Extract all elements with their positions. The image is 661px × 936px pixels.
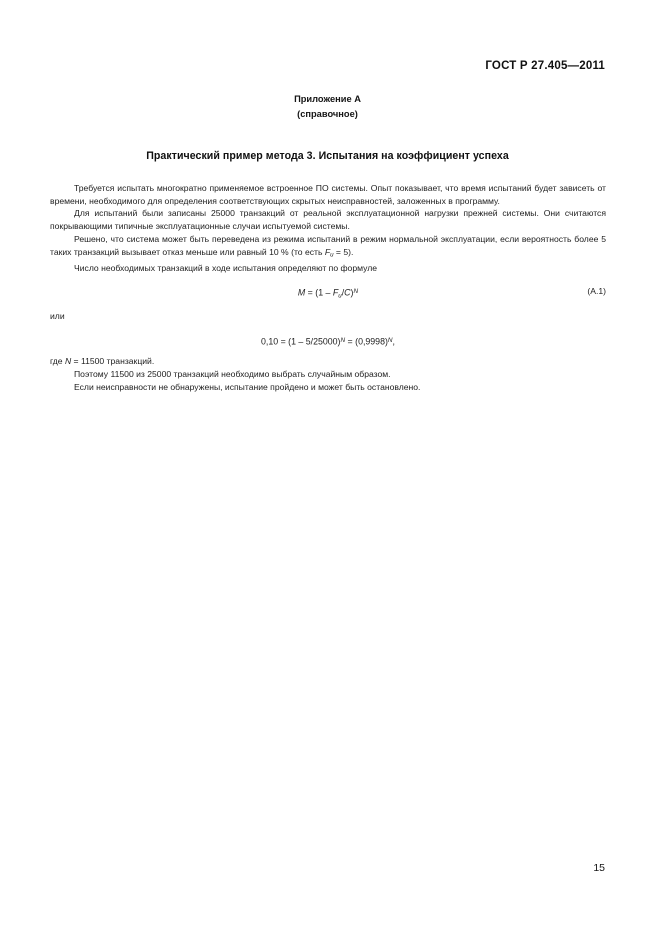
- formula-a1-denominator: C: [344, 287, 351, 298]
- formula-a1b-expr-2: = (0,9998): [345, 337, 388, 348]
- variable-fu-subscript: u: [330, 251, 334, 259]
- appendix-label: Приложение А: [294, 94, 361, 104]
- formula-a1b-exponent-2: N: [387, 337, 393, 345]
- spacer-before-formula-1: [50, 275, 606, 283]
- formula-a1-number: (А.1): [587, 285, 606, 296]
- paragraph-1: Требуется испытать многократно применяемое встроенное ПО системы. Опыт показывает, что время испытаний будет зависеть от времени, необходимого для определения соответствующих скрытых неисправностей, заложенных в программу.: [50, 183, 606, 206]
- where-clause: [50, 355, 606, 368]
- formula-a1b-tail: ,: [392, 337, 395, 348]
- paragraph-6: Если неисправности не обнаружены, испытание пройдено и может быть остановлено.: [74, 381, 421, 392]
- formula-a1-close-paren: ): [350, 287, 354, 298]
- formula-a1: [50, 283, 606, 304]
- page-number: 15: [593, 862, 605, 874]
- paragraph-4: Число необходимых транзакций в ходе испытания определяют по формуле: [74, 262, 378, 273]
- appendix-caption: [50, 92, 605, 122]
- variable-fu: F: [324, 246, 331, 257]
- body-content: [50, 182, 606, 393]
- variable-n: N: [64, 356, 72, 367]
- paragraph-5: Поэтому 11500 из 25000 транзакций необходимо выбрать случайным образом.: [74, 369, 391, 380]
- section-title: Практический пример метода 3. Испытания на коэффициент успеха: [146, 150, 509, 162]
- or-label: или: [50, 310, 65, 321]
- appendix-status: (справочное): [297, 109, 358, 119]
- formula-a1-numerator: F: [332, 287, 339, 298]
- formula-a1-lhs: M: [297, 287, 306, 298]
- formula-a1-row: [50, 283, 606, 300]
- paragraph-3-text: Решено, что система может быть переведена из режима испытаний в режим нормальной эксплуатации, если вероятность более 5 таких транзакций вызывает отказ меньше или равный 10 % (то есть: [50, 233, 606, 257]
- paragraph-3-tail: = 5).: [333, 246, 354, 257]
- paragraph-2: Для испытаний были записаны 25000 транзакций от реальной эксплуатационной нагрузки прежней системы. Они считаются покрывающими типичные эксплуатационные случаи испытуемой системы.: [50, 208, 606, 232]
- formula-a1-numerator-subscript: u: [338, 292, 342, 300]
- spacer-before-formula-2: [50, 322, 606, 332]
- formula-a1-slash: /: [341, 287, 345, 298]
- paragraph-3: [50, 233, 606, 262]
- where-suffix: = 11500 транзакций.: [71, 356, 155, 367]
- formula-a1b: [50, 332, 606, 351]
- formula-a1b-row: [50, 332, 606, 349]
- standard-header: ГОСТ Р 27.405—2011: [485, 60, 605, 72]
- formula-a1b-expr-1: 0,10 = (1 – 5/25000): [261, 337, 341, 348]
- formula-a1-eq: = (1 –: [305, 287, 333, 298]
- where-prefix: где: [50, 356, 65, 367]
- formula-a1b-exponent-1: N: [340, 337, 346, 345]
- formula-a1-exponent: N: [353, 287, 359, 295]
